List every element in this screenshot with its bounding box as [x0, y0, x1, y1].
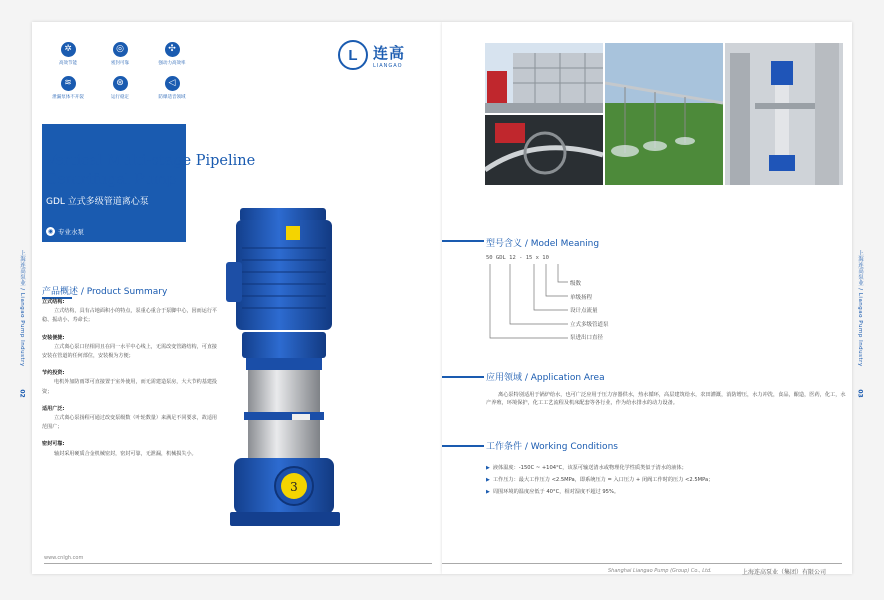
pump-badge-label: 3 [290, 480, 298, 494]
model-label: 设计点流量 [570, 308, 598, 314]
title-en-line1: Vertical Multi-stage Pipeline [46, 153, 256, 169]
tag-label: 专业水泵 [58, 228, 84, 236]
feature-item [42, 76, 94, 100]
summary-paragraph: 立式结构，具有占地面积小的特点，泵重心重合于泵脚中心，因而运行平稳、振动小、寿命长； [42, 308, 218, 324]
side-brand-text: 上海连高泵业 / Liangao Pump Industry [19, 250, 25, 367]
model-labels [570, 278, 609, 346]
feature-item [94, 42, 146, 66]
summary-heading: 立式结构: [42, 299, 65, 305]
feature-icon-grid [42, 42, 198, 100]
condition-item: ▶ 工作压力：最大工作压力 <2.5MPa，即系统压力 = 入口压力 + 闭阀工作时的压力 <2.5MPa； [486, 474, 846, 486]
summary-heading: 密封可靠: [42, 441, 65, 448]
side-brand-text: 上海连高泵业 / Liangao Pump Industry [857, 250, 863, 367]
pipe-photo [484, 114, 604, 186]
condition-item: ▶ 周围环境的温度应低于 40°C，相对湿度不超过 95%。 [486, 486, 846, 498]
fan-icon: ✣ [165, 42, 180, 57]
condition-item: ▶ 液体温度：-150C ~ +104°C，该泵可输送清水或物理化学性质类似于清水的液体； [486, 462, 846, 474]
area-text: 离心泵特别适用于锅炉给水，也可广泛应用于压力容器供水，热水循环，高层建筑给水，农田灌溉，消防增压，水力冲洗，食品，酿造，医药，化工，水产养殖，环境保护，化工工艺流程及机床配套等各行业，作为给水排水的动力设备。 [486, 392, 846, 406]
company-name-en: Shanghai Liangao Pump (Group) Co., Ltd. [608, 568, 712, 574]
feature-item [146, 42, 198, 66]
conditions-list [486, 462, 846, 498]
wheel-icon: ⊛ [113, 76, 128, 91]
tank-photo [484, 42, 604, 114]
summary-list [42, 298, 222, 467]
model-label: 单级扬程 [570, 294, 593, 301]
footer-rule [44, 563, 432, 564]
brand-logo [338, 40, 405, 70]
summary-title: 产品概述 / Product Summary [42, 287, 168, 297]
logo-mark-icon: L [338, 40, 368, 70]
feature-item [42, 42, 94, 66]
water-drop-icon: ◉ [47, 228, 54, 235]
feature-label: 密封可靠 [111, 61, 129, 66]
gear-icon: ✲ [61, 42, 76, 57]
feature-item [94, 76, 146, 100]
title-en-line2: Centrifugal Pump [46, 172, 177, 188]
model-label: 立式多级管道泵 [570, 321, 609, 328]
page-number: 02 [18, 389, 26, 398]
summary-heading: 适用广泛: [42, 405, 65, 412]
conditions-accent-line [442, 445, 484, 447]
model-connector-lines [486, 262, 576, 352]
seal-icon: ◎ [113, 42, 128, 57]
model-label: 级数 [570, 281, 582, 287]
logo-text [373, 42, 405, 69]
speaker-icon: ◁ [165, 76, 180, 91]
summary-heading: 节约投资: [42, 370, 65, 377]
model-formula: 50 GDL 12 - 15 x 10 [486, 255, 549, 261]
category-tag [46, 227, 84, 236]
summary-paragraph: 立式离心泵口径相同且在同一水平中心线上，无需改变管路结构，可直接安装在管道的任何部位，安装极为方便； [42, 343, 218, 360]
irrigation-photo [604, 42, 724, 186]
feature-label: 高效节能 [59, 61, 77, 66]
model-title: 型号含义 / Model Meaning [486, 239, 600, 249]
area-title: 应用领域 / Application Area [486, 373, 605, 383]
summary-paragraph: 电机外加防雨罩可直接置于室外使用，而无需建造泵房，大大节约基建投资； [42, 379, 218, 395]
feature-label: 运行稳定 [111, 95, 129, 100]
conditions-title: 工作条件 / Working Conditions [486, 442, 618, 452]
company-name-cn: 上海连高泵业（集团）有限公司 [742, 569, 827, 576]
product-title-cn: GDL 立式多级管道离心泵 [46, 197, 149, 207]
pump-illustration [222, 182, 357, 556]
right-page [442, 22, 864, 576]
area-accent-line [442, 376, 484, 378]
summary-heading: 安装便捷: [42, 334, 65, 341]
stack-icon: ≋ [61, 76, 76, 91]
summary-paragraph: 轴封采用硬质合金机械密封，密封可靠，无泄漏，机械损失小。 [54, 450, 197, 457]
feature-label: 强动力高效率 [158, 61, 186, 66]
feature-item [146, 76, 198, 100]
feature-label: 泄漏泵体不开裂 [52, 95, 84, 100]
feature-label: 防爆适音领域 [158, 95, 186, 100]
website-url[interactable]: www.cnlgh.com [44, 555, 84, 561]
summary-paragraph: 立式离心泵扬程可通过改变泵级数（叶轮数量）来满足不同要求，故适用范围广； [42, 415, 218, 431]
logo-en: LIANGAO [373, 62, 403, 69]
pump-room-photo [724, 42, 844, 186]
footer-rule [442, 563, 842, 564]
left-page [18, 22, 442, 574]
page-number: 03 [856, 389, 864, 398]
model-label: 泵进出口直径 [570, 335, 604, 341]
logo-cn: 连高 [373, 43, 406, 62]
model-accent-line [442, 240, 484, 242]
